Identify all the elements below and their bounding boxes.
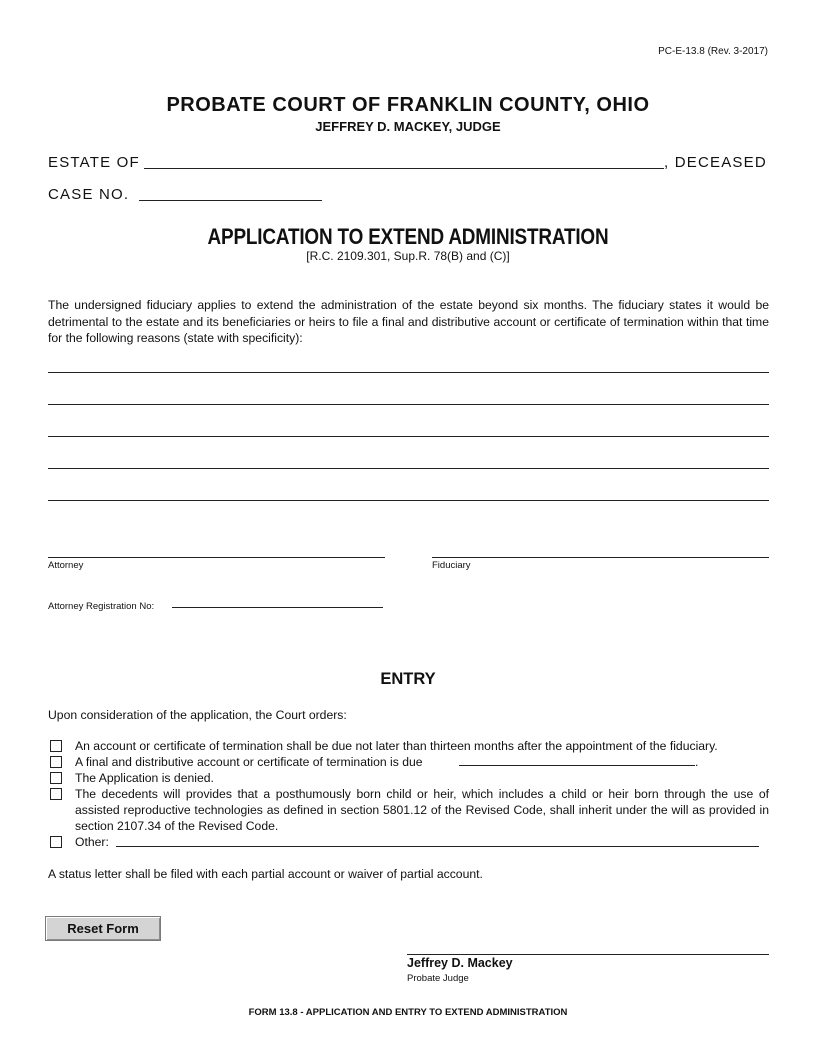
- estate-name-field[interactable]: [144, 152, 664, 169]
- judge-signature-line: [407, 953, 769, 955]
- reason-line-3[interactable]: [48, 422, 769, 437]
- option-due-date-text: A final and distributive account or certificate of termination is due: [75, 755, 423, 769]
- reason-line-2[interactable]: [48, 390, 769, 405]
- application-statement: The undersigned fiduciary applies to extend the administration of the estate beyond six months. The fiduciary states it would be detrimental to the estate and its beneficiaries or heirs to file a final and distributive account or certificate of termination within that time for the following reasons (state with specificity):: [48, 298, 769, 345]
- reason-line-4[interactable]: [48, 454, 769, 469]
- deceased-label: , DECEASED: [664, 154, 767, 171]
- other-order-field[interactable]: [116, 833, 759, 847]
- attorney-label: Attorney: [48, 560, 84, 571]
- option-denied-text: The Application is denied.: [75, 771, 214, 785]
- fiduciary-label: Fiduciary: [432, 560, 471, 571]
- document-title: APPLICATION TO EXTEND ADMINISTRATION: [207, 224, 609, 249]
- option-posthumous-heir-checkbox[interactable]: [50, 788, 62, 800]
- option-thirteen-months-checkbox[interactable]: [50, 740, 62, 752]
- due-date-field[interactable]: [459, 753, 695, 766]
- option-due-date-checkbox[interactable]: [50, 756, 62, 768]
- reason-line-1[interactable]: [48, 358, 769, 373]
- judge-title: Probate Judge: [407, 973, 469, 984]
- attorney-registration-label: Attorney Registration No:: [48, 601, 155, 612]
- option-denied-checkbox[interactable]: [50, 772, 62, 784]
- entry-heading: ENTRY: [380, 670, 436, 688]
- judge-name: Jeffrey D. Mackey: [407, 956, 513, 970]
- judge-line: JEFFREY D. MACKEY, JUDGE: [315, 119, 501, 134]
- option-posthumous-heir-text: The decedents will provides that a posthumously born child or heir, which includes a child or heir born through the use of assisted reproductive technologies as defined in section 5801.12 of the Revised Code, shall inherit under the will as provided in section 2107.34 of the Revised Code.: [75, 787, 769, 833]
- case-number-field[interactable]: [139, 184, 322, 201]
- due-date-period: .: [695, 755, 699, 769]
- attorney-signature-line: [48, 556, 385, 558]
- form-number: PC-E-13.8 (Rev. 3-2017): [658, 46, 768, 57]
- entry-intro: Upon consideration of the application, the Court orders:: [48, 708, 347, 722]
- estate-label: ESTATE OF: [48, 154, 140, 171]
- case-number-label: CASE NO.: [48, 186, 130, 203]
- reset-form-button[interactable]: Reset Form: [45, 916, 161, 941]
- attorney-registration-field[interactable]: [172, 595, 383, 608]
- court-title: PROBATE COURT OF FRANKLIN COUNTY, OHIO: [166, 94, 650, 116]
- status-letter-note: A status letter shall be filed with each partial account or waiver of partial account.: [48, 867, 483, 881]
- option-thirteen-months-text: An account or certificate of termination shall be due not later than thirteen months after the appointment of the fiduciary.: [75, 739, 718, 753]
- option-other-label: Other:: [75, 835, 109, 849]
- statute-reference: [R.C. 2109.301, Sup.R. 78(B) and (C)]: [306, 249, 510, 263]
- fiduciary-signature-line: [432, 556, 769, 558]
- reason-line-5[interactable]: [48, 486, 769, 501]
- option-other-checkbox[interactable]: [50, 836, 62, 848]
- form-footer: FORM 13.8 - APPLICATION AND ENTRY TO EXTEND ADMINISTRATION: [248, 1007, 568, 1018]
